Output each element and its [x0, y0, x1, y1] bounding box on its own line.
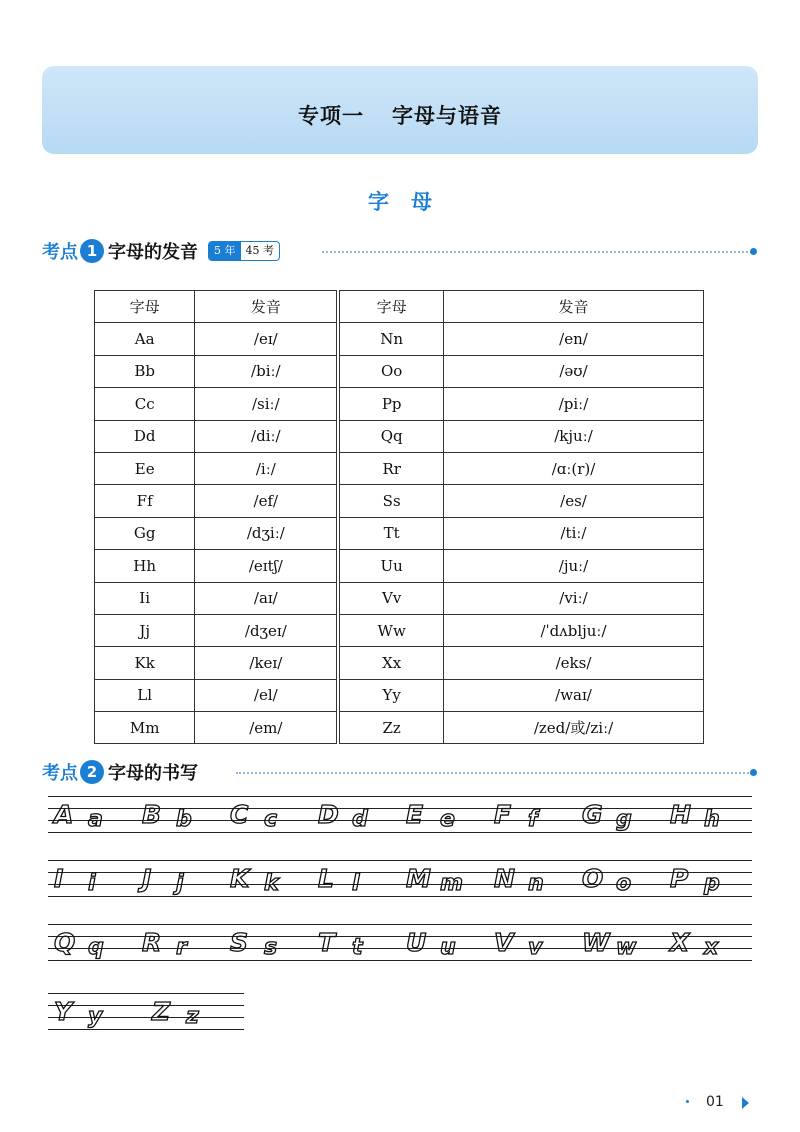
- pronunciation-cell: /tiː/: [444, 517, 704, 549]
- pronunciation-cell: /eɪ/: [195, 323, 339, 355]
- table-row: [95, 647, 704, 679]
- handwritten-uppercase-letter: G: [582, 800, 603, 829]
- table-row: [95, 712, 704, 744]
- kaodian-title: 字母的书写: [108, 763, 198, 784]
- handwritten-uppercase-letter: B: [142, 800, 162, 829]
- pronunciation-cell: /piː/: [444, 388, 704, 420]
- table-row: [95, 388, 704, 420]
- table-row: [95, 485, 704, 517]
- table-row: [95, 323, 704, 355]
- next-page-arrow-icon: [742, 1097, 749, 1109]
- handwritten-lowercase-letter: f: [528, 807, 538, 832]
- handwritten-lowercase-letter: j: [176, 871, 184, 896]
- guide-line: [48, 884, 752, 885]
- guide-line: [48, 860, 752, 861]
- letter-cell: Tt: [338, 517, 443, 549]
- guide-line: [48, 832, 752, 833]
- pronunciation-cell: /aɪ/: [195, 582, 339, 614]
- pronunciation-cell: /el/: [195, 679, 339, 711]
- pronunciation-cell: /dʒiː/: [195, 517, 339, 549]
- guide-line: [48, 993, 244, 994]
- handwritten-uppercase-letter: T: [318, 928, 336, 957]
- kaodian-number: 2: [80, 760, 104, 784]
- pronunciation-cell: /ef/: [195, 485, 339, 517]
- letter-cell: Dd: [95, 420, 195, 452]
- handwritten-uppercase-letter: I: [54, 864, 64, 893]
- handwritten-uppercase-letter: H: [670, 800, 691, 829]
- letter-cell: Pp: [338, 388, 443, 420]
- kaodian-title: 字母的发音: [108, 242, 198, 263]
- guide-line: [48, 1005, 244, 1006]
- handwritten-uppercase-letter: M: [406, 864, 431, 893]
- handwritten-lowercase-letter: q: [88, 935, 104, 960]
- handwritten-uppercase-letter: F: [494, 800, 512, 829]
- table-row: [95, 550, 704, 582]
- handwritten-lowercase-letter: t: [352, 935, 363, 960]
- letter-cell: Ii: [95, 582, 195, 614]
- letter-pronunciation-table: [94, 290, 704, 744]
- kaodian-number: 1: [80, 239, 104, 263]
- handwritten-uppercase-letter: R: [142, 928, 162, 957]
- page-dot: [686, 1100, 689, 1103]
- handwritten-uppercase-letter: X: [670, 928, 690, 957]
- table-row: [95, 355, 704, 387]
- divider-end-dot: [750, 769, 757, 776]
- letter-cell: Ee: [95, 452, 195, 484]
- subtitle: 字母: [368, 190, 454, 214]
- guide-line: [48, 924, 752, 925]
- handwritten-lowercase-letter: z: [186, 1004, 199, 1029]
- table-row: [95, 582, 704, 614]
- handwritten-lowercase-letter: i: [88, 871, 96, 896]
- pronunciation-cell: /em/: [195, 712, 339, 744]
- letter-cell: Cc: [95, 388, 195, 420]
- letter-cell: Hh: [95, 550, 195, 582]
- kaodian-2-heading: [42, 758, 208, 786]
- letter-cell: Yy: [338, 679, 443, 711]
- handwritten-uppercase-letter: S: [230, 928, 249, 957]
- handwritten-uppercase-letter: O: [582, 864, 604, 893]
- exam-frequency-badge: 5 年 45 考: [208, 241, 280, 261]
- handwritten-uppercase-letter: A: [54, 800, 74, 829]
- pronunciation-cell: /siː/: [195, 388, 339, 420]
- handwritten-lowercase-letter: u: [440, 935, 456, 960]
- pronunciation-cell: /iː/: [195, 452, 339, 484]
- handwritten-uppercase-letter: N: [494, 864, 515, 893]
- pronunciation-cell: /ˈdʌbljuː/: [444, 614, 704, 646]
- handwritten-uppercase-letter: K: [230, 864, 250, 893]
- handwritten-uppercase-letter: L: [318, 864, 334, 893]
- handwritten-uppercase-letter: W: [582, 928, 610, 957]
- pronunciation-cell: /eɪtʃ/: [195, 550, 339, 582]
- kaodian-1-heading: [42, 237, 280, 265]
- table-row: [95, 679, 704, 711]
- letter-cell: Xx: [338, 647, 443, 679]
- handwritten-lowercase-letter: e: [440, 807, 455, 832]
- handwritten-uppercase-letter: Q: [54, 928, 76, 957]
- pronunciation-cell: /viː/: [444, 582, 704, 614]
- letter-cell: Gg: [95, 517, 195, 549]
- pronunciation-cell: /waɪ/: [444, 679, 704, 711]
- kaodian-label: 考点: [42, 242, 78, 263]
- handwritten-lowercase-letter: o: [616, 871, 632, 896]
- handwriting-row: [48, 860, 752, 900]
- guide-line: [48, 960, 752, 961]
- handwritten-uppercase-letter: V: [494, 928, 514, 957]
- letter-cell: Vv: [338, 582, 443, 614]
- letter-cell: Qq: [338, 420, 443, 452]
- letter-cell: Bb: [95, 355, 195, 387]
- pronunciation-cell: /en/: [444, 323, 704, 355]
- header-pronunciation: 发音: [444, 291, 704, 323]
- pronunciation-cell: /əʊ/: [444, 355, 704, 387]
- letter-cell: Uu: [338, 550, 443, 582]
- section-title: 专项一 字母与语音: [298, 104, 502, 128]
- handwritten-lowercase-letter: h: [704, 807, 720, 832]
- handwritten-lowercase-letter: r: [176, 935, 187, 960]
- guide-line: [48, 872, 752, 873]
- letter-cell: Ww: [338, 614, 443, 646]
- letter-cell: Rr: [338, 452, 443, 484]
- handwritten-uppercase-letter: Z: [152, 997, 171, 1026]
- pronunciation-cell: /ɑː(r)/: [444, 452, 704, 484]
- handwritten-uppercase-letter: E: [406, 800, 424, 829]
- pronunciation-cell: /zed/或/ziː/: [444, 712, 704, 744]
- pronunciation-cell: /keɪ/: [195, 647, 339, 679]
- handwritten-lowercase-letter: x: [704, 935, 719, 960]
- dotted-divider: [322, 251, 752, 253]
- handwritten-lowercase-letter: a: [88, 807, 103, 832]
- letter-cell: Ss: [338, 485, 443, 517]
- header-letter: 字母: [95, 291, 195, 323]
- pronunciation-cell: /es/: [444, 485, 704, 517]
- letter-cell: Oo: [338, 355, 443, 387]
- header-letter: 字母: [338, 291, 443, 323]
- handwritten-uppercase-letter: C: [230, 800, 249, 829]
- handwritten-uppercase-letter: P: [670, 864, 689, 893]
- handwritten-lowercase-letter: l: [352, 871, 360, 896]
- guide-line: [48, 1017, 244, 1018]
- handwritten-uppercase-letter: J: [142, 864, 152, 893]
- handwritten-uppercase-letter: Y: [54, 997, 73, 1026]
- pronunciation-cell: /biː/: [195, 355, 339, 387]
- letter-cell: Ll: [95, 679, 195, 711]
- handwritten-lowercase-letter: d: [352, 807, 368, 832]
- kaodian-label: 考点: [42, 763, 78, 784]
- page-number: 01: [706, 1094, 724, 1110]
- handwritten-lowercase-letter: p: [704, 871, 720, 896]
- handwritten-lowercase-letter: m: [440, 871, 463, 896]
- letter-cell: Nn: [338, 323, 443, 355]
- handwritten-lowercase-letter: v: [528, 935, 543, 960]
- table-row: [95, 420, 704, 452]
- table-row: [95, 452, 704, 484]
- handwriting-row: [48, 993, 244, 1033]
- letter-cell: Ff: [95, 485, 195, 517]
- pronunciation-cell: /diː/: [195, 420, 339, 452]
- guide-line: [48, 896, 752, 897]
- table-row: [95, 517, 704, 549]
- handwriting-row: [48, 924, 752, 964]
- handwritten-lowercase-letter: k: [264, 871, 279, 896]
- handwritten-lowercase-letter: w: [616, 935, 637, 960]
- handwritten-uppercase-letter: U: [406, 928, 427, 957]
- handwritten-lowercase-letter: c: [264, 807, 278, 832]
- handwriting-row: [48, 796, 752, 836]
- dotted-divider: [236, 772, 752, 774]
- header-pronunciation: 发音: [195, 291, 339, 323]
- divider-end-dot: [750, 248, 757, 255]
- pronunciation-cell: /kjuː/: [444, 420, 704, 452]
- letter-cell: Mm: [95, 712, 195, 744]
- handwritten-lowercase-letter: g: [616, 807, 632, 832]
- pronunciation-cell: /eks/: [444, 647, 704, 679]
- table-header-row: [95, 291, 704, 323]
- letter-cell: Aa: [95, 323, 195, 355]
- handwritten-uppercase-letter: D: [318, 800, 339, 829]
- pronunciation-cell: /juː/: [444, 550, 704, 582]
- guide-line: [48, 796, 752, 797]
- handwritten-lowercase-letter: b: [176, 807, 192, 832]
- handwritten-lowercase-letter: s: [264, 935, 278, 960]
- handwritten-lowercase-letter: n: [528, 871, 544, 896]
- pronunciation-cell: /dʒeɪ/: [195, 614, 339, 646]
- guide-line: [48, 1029, 244, 1030]
- letter-cell: Jj: [95, 614, 195, 646]
- letter-cell: Zz: [338, 712, 443, 744]
- table-row: [95, 614, 704, 646]
- handwritten-lowercase-letter: y: [88, 1004, 103, 1029]
- letter-cell: Kk: [95, 647, 195, 679]
